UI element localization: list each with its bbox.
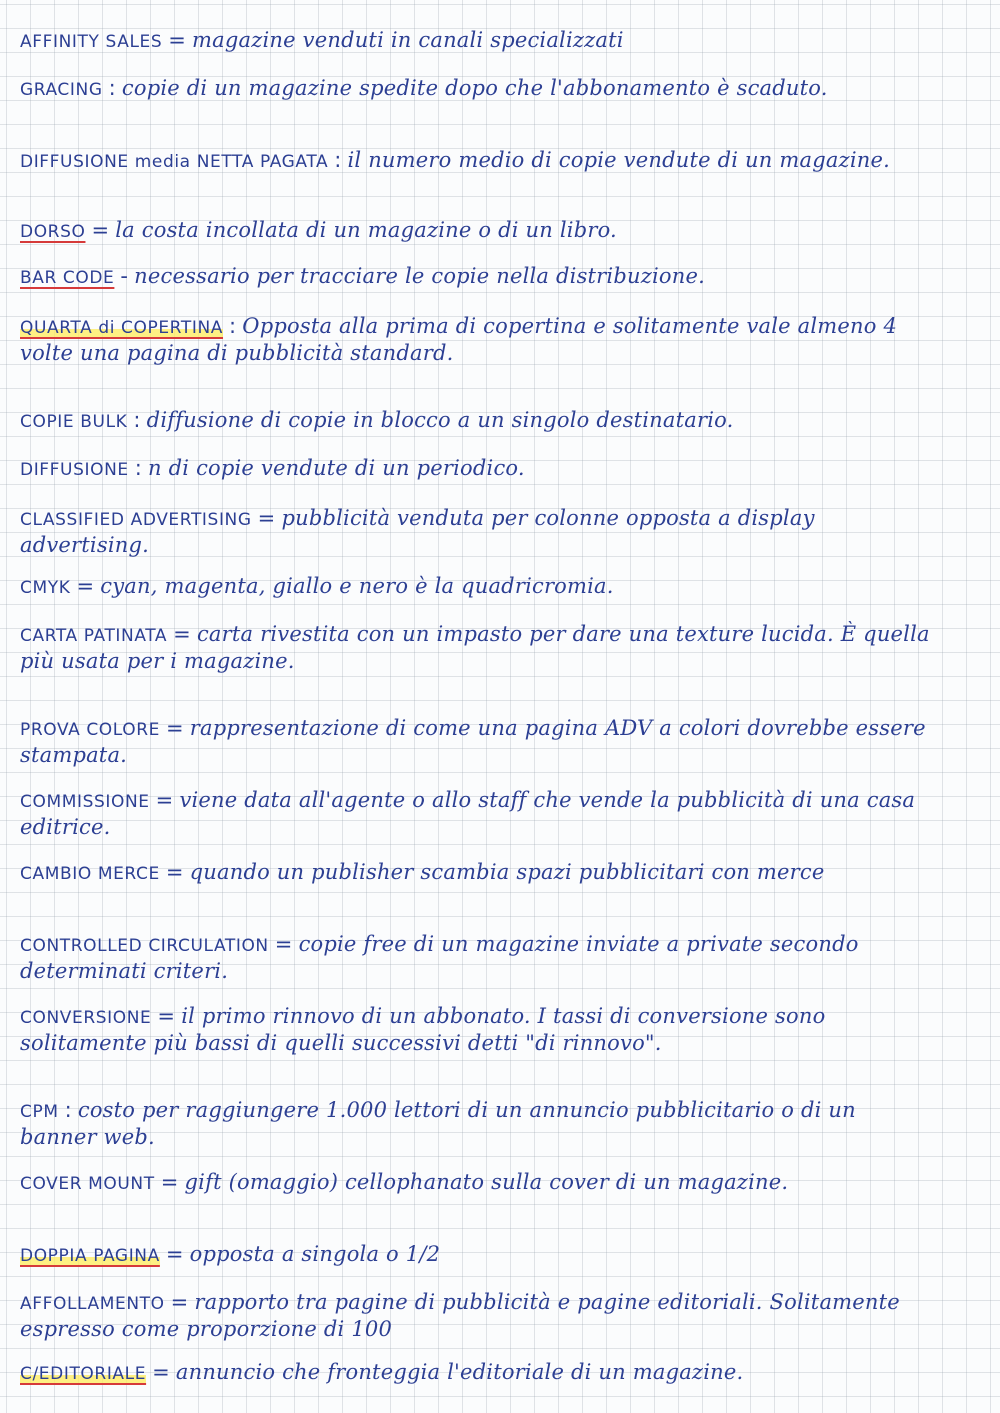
entry-separator: = bbox=[165, 860, 184, 884]
entry-separator: = bbox=[157, 1004, 176, 1028]
entry-term: CLASSIFIED ADVERTISING bbox=[20, 510, 252, 530]
entry-definition: la costa incollata di un magazine o di un libro. bbox=[115, 218, 617, 242]
entry-separator: : bbox=[134, 456, 143, 480]
entry-term: CAMBIO MERCE bbox=[20, 864, 160, 884]
entry-term: DIFFUSIONE bbox=[20, 460, 129, 480]
entry-definition: copie free di un magazine inviate a private secondo determinati criteri. bbox=[20, 932, 859, 983]
entry-carta-patinata bbox=[20, 622, 930, 674]
entry-separator: = bbox=[173, 622, 191, 646]
entry-separator: = bbox=[91, 218, 110, 242]
entry-term: DIFFUSIONE media NETTA PAGATA bbox=[20, 152, 329, 172]
entry-definition: viene data all'agente o allo staff che vende la pubblicità di una casa editrice. bbox=[20, 788, 916, 839]
entry-separator: = bbox=[170, 1290, 189, 1314]
entry-term: QUARTA di COPERTINA bbox=[20, 318, 224, 338]
entry-term: CMYK bbox=[20, 578, 71, 598]
entry-c-editoriale bbox=[20, 1360, 930, 1387]
entry-definition: n di copie vendute di un periodico. bbox=[148, 456, 525, 480]
entry-separator: = bbox=[160, 1170, 179, 1194]
entry-definition: rappresentazione di come una pagina ADV a colori dovrebbe essere stampata. bbox=[20, 716, 926, 767]
entry-term: DORSO bbox=[20, 222, 86, 242]
entry-separator: : bbox=[64, 1098, 72, 1122]
entry-definition: pubblicità venduta per colonne opposta a display advertising. bbox=[20, 506, 815, 557]
entry-term: DOPPIA PAGINA bbox=[20, 1246, 160, 1266]
entry-separator: = bbox=[257, 506, 276, 530]
entry-cover-mount bbox=[20, 1170, 930, 1197]
entry-definition: necessario per tracciare le copie nella distribuzione. bbox=[134, 264, 705, 288]
entry-controlled-circulation bbox=[20, 932, 930, 984]
entry-separator: = bbox=[165, 1242, 184, 1266]
entry-dorso bbox=[20, 218, 930, 245]
entry-separator: = bbox=[155, 788, 174, 812]
entry-prova-colore bbox=[20, 716, 930, 768]
entry-definition: copie di un magazine spedite dopo che l'abbonamento è scaduto. bbox=[121, 76, 828, 100]
entry-diffusione bbox=[20, 456, 930, 483]
entry-definition: opposta a singola o 1/2 bbox=[189, 1242, 441, 1266]
entry-term: COPIE BULK bbox=[20, 412, 128, 432]
entry-term: GRACING bbox=[20, 80, 103, 100]
entry-term: CARTA PATINATA bbox=[20, 626, 168, 646]
entry-separator: = bbox=[76, 574, 95, 598]
entry-term: PROVA COLORE bbox=[20, 720, 160, 740]
entry-definition: diffusione di copie in blocco a un singolo destinatario. bbox=[146, 408, 734, 432]
entry-separator: = bbox=[168, 28, 187, 52]
entry-affinity-sales bbox=[20, 28, 930, 55]
entry-cpm bbox=[20, 1098, 930, 1150]
entry-separator: : bbox=[133, 408, 141, 432]
entry-definition: annuncio che fronteggia l'editoriale di un magazine. bbox=[175, 1360, 744, 1384]
entry-separator: = bbox=[165, 716, 184, 740]
entry-separator: : bbox=[334, 148, 342, 172]
entry-term: AFFOLLAMENTO bbox=[20, 1294, 165, 1314]
entry-definition: rapporto tra pagine di pubblicità e pagine editoriali. Solitamente espresso come proporzione di 100 bbox=[20, 1290, 900, 1341]
entry-affollamento bbox=[20, 1290, 930, 1342]
entry-bar-code bbox=[20, 264, 930, 291]
entry-separator: = bbox=[274, 932, 293, 956]
entry-commissione bbox=[20, 788, 930, 840]
entry-term: AFFINITY SALES bbox=[20, 32, 163, 52]
entry-definition: cyan, magenta, giallo e nero è la quadricromia. bbox=[100, 574, 614, 598]
entry-classified-advertising bbox=[20, 506, 930, 558]
entry-definition: quando un publisher scambia spazi pubblicitari con merce bbox=[189, 860, 825, 884]
entry-separator: - bbox=[120, 264, 129, 288]
entry-separator: : bbox=[108, 76, 116, 100]
entry-term: COVER MOUNT bbox=[20, 1174, 155, 1194]
entry-definition: magazine venduti in canali specializzati bbox=[192, 28, 624, 52]
entry-doppia-pagina bbox=[20, 1242, 930, 1269]
entry-term: CONTROLLED CIRCULATION bbox=[20, 936, 269, 956]
entry-cmyk bbox=[20, 574, 930, 601]
entry-separator: : bbox=[229, 314, 237, 338]
entry-quarta-di-copertina bbox=[20, 314, 930, 366]
entry-cambio-merce bbox=[20, 860, 930, 887]
entry-conversione bbox=[20, 1004, 930, 1056]
entry-definition: Opposta alla prima di copertina e solitamente vale almeno 4 volte una pagina di pubblicità standard. bbox=[20, 314, 898, 365]
entry-definition: costo per raggiungere 1.000 lettori di un annuncio pubblicitario o di un banner web. bbox=[20, 1098, 856, 1149]
entry-definition: gift (omaggio) cellophanato sulla cover di un magazine. bbox=[184, 1170, 789, 1194]
entry-term: COMMISSIONE bbox=[20, 792, 150, 812]
entry-copie-bulk bbox=[20, 408, 930, 435]
entry-definition: il primo rinnovo di un abbonato. I tassi di conversione sono solitamente più bassi di quelli successivi detti "di rinnovo". bbox=[20, 1004, 826, 1055]
entry-gracing bbox=[20, 76, 930, 103]
entry-term: CPM bbox=[20, 1102, 59, 1122]
entry-definition: carta rivestita con un impasto per dare una texture lucida. È quella più usata per i magazine. bbox=[20, 622, 930, 673]
entry-diffusione-media-netta-pagata bbox=[20, 148, 930, 175]
entry-separator: = bbox=[152, 1360, 170, 1384]
entry-term: C/EDITORIALE bbox=[20, 1364, 147, 1384]
entry-definition: il numero medio di copie vendute di un magazine. bbox=[347, 148, 890, 172]
entry-term: BAR CODE bbox=[20, 268, 115, 288]
entry-term: CONVERSIONE bbox=[20, 1008, 152, 1028]
